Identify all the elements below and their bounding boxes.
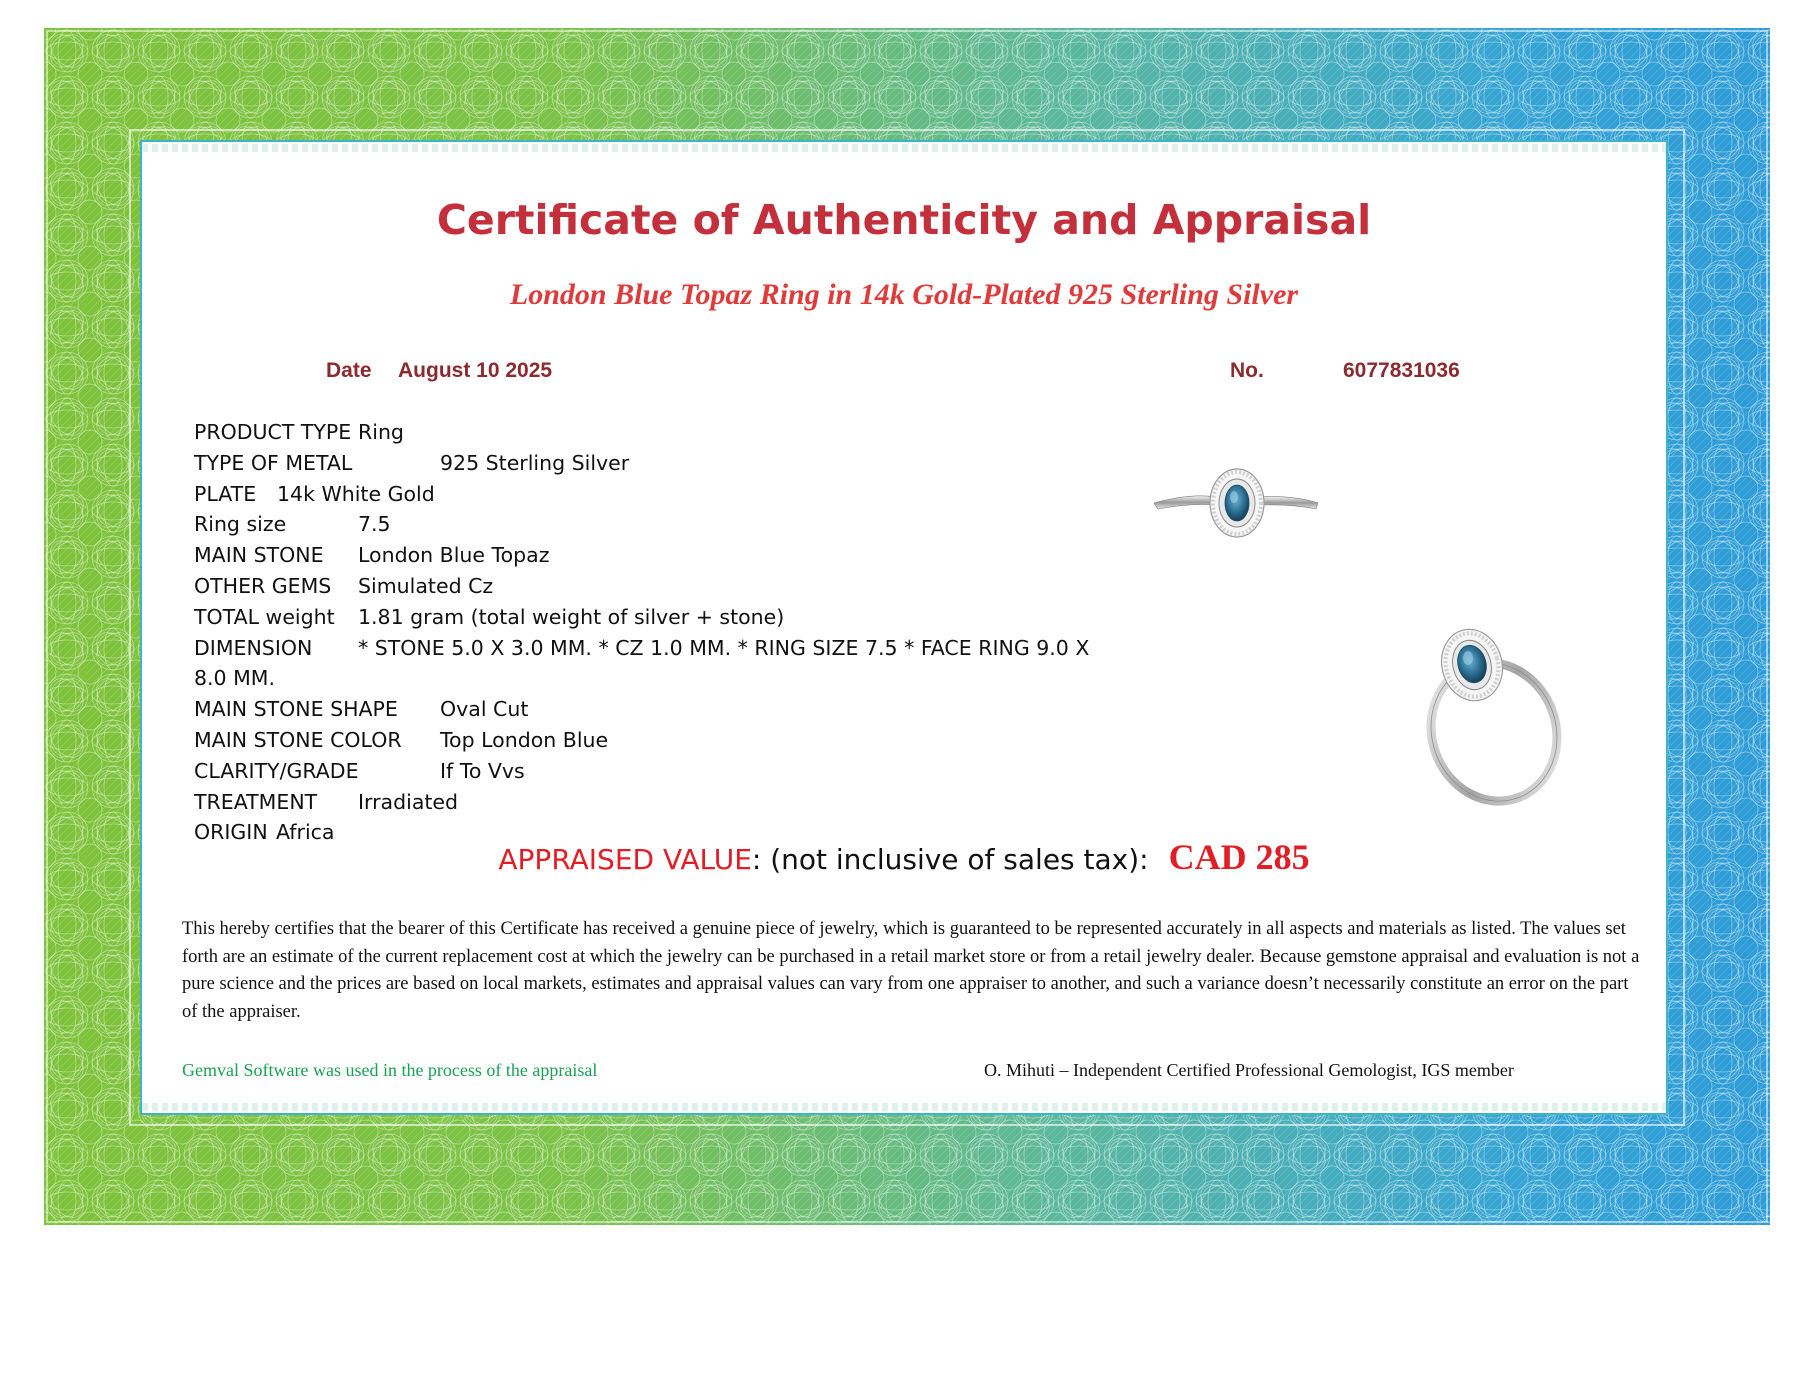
spec-value: Oval Cut [440,697,529,722]
spec-row [194,602,1114,633]
spec-value: Top London Blue [440,727,609,752]
certificate-body [140,140,1668,1115]
spec-row [194,571,1114,602]
spec-value: 14k White Gold [277,481,435,506]
spec-row [194,509,1114,540]
spec-row [194,448,1114,479]
spec-label: TOTAL weight [194,604,335,629]
certificate-border [44,28,1770,1225]
software-credit: Gemval Software was used in the process of the appraisal [182,1060,598,1080]
appraised-value-line [142,836,1666,878]
certificate-subtitle: London Blue Topaz Ring in 14k Gold-Plated 925 Sterling Silver [509,278,1299,311]
spec-row [194,479,1114,510]
spec-value: Africa [276,820,335,845]
ring-angle-view-image [1402,620,1572,810]
spec-label: CLARITY/GRADE [194,758,359,783]
spec-row [194,787,1114,818]
specs-list [194,417,1114,848]
ring-top-view-image [1152,459,1322,549]
spec-value: Irradiated [358,789,459,814]
spec-label: TYPE OF METAL [194,450,353,475]
spec-label: MAIN STONE COLOR [194,727,402,752]
spec-label: TREATMENT [194,789,318,814]
date-label: Date [326,359,372,382]
number-label: No. [1230,359,1264,382]
spec-label: DIMENSION [194,635,313,660]
certificate-title: Certificate of Authenticity and Appraisal [436,196,1372,244]
spec-row [194,540,1114,571]
appraised-value-label: APPRAISED VALUE [498,843,752,876]
disclaimer-text: This hereby certifies that the bearer of this Certificate has received a genuine piece of jewelry, which is guaranteed to be represented accurately in all aspects and materials as listed. The values set forth are an estimate of the current replacement cost at which the jewelry can be purchased in a retail market store or from a retail jewelry dealer. Because gemstone appraisal and evaluation is not a pure science and the prices are based on local markets, estimates and appraisal values can vary from one appraiser to another, and such a variance doesn’t necessarily constitute an error on the part of the appraiser. [182,919,1640,1022]
spec-value: 925 Sterling Silver [440,450,630,475]
appraised-value-note: : (not inclusive of sales tax): [751,843,1149,876]
spec-value: 7.5 [358,512,391,537]
spec-row [194,694,1114,725]
appraised-value-amount: CAD 285 [1168,837,1310,877]
spec-value: If To Vvs [440,758,525,783]
spec-value: London Blue Topaz [358,543,550,568]
spec-label: PLATE [194,481,257,506]
spec-label: PRODUCT TYPE [194,420,352,444]
inner-bottom-edge [142,1103,1666,1111]
spec-row [194,633,1114,695]
number-value: 6077831036 [1343,359,1460,382]
spec-label: OTHER GEMS [194,573,332,598]
spec-value-continued: 8.0 MM. [194,666,276,691]
spec-label: Ring size [194,512,287,537]
spec-row [194,725,1114,756]
spec-value: * STONE 5.0 X 3.0 MM. * CZ 1.0 MM. * RING SIZE 7.5 * FACE RING 9.0 X [358,635,1090,660]
spec-value: Ring [358,420,404,444]
spec-label: MAIN STONE [194,543,324,568]
spec-value: 1.81 gram (total weight of silver + stone) [358,604,785,629]
spec-label: MAIN STONE SHAPE [194,697,398,722]
spec-label: ORIGIN [194,820,268,845]
inner-top-edge [142,144,1666,152]
spec-row [194,756,1114,787]
spec-value: Simulated Cz [358,573,494,598]
spec-row [194,417,1114,448]
appraiser-signature-line: O. Mihuti – Independent Certified Professional Gemologist, IGS member [984,1060,1514,1080]
date-value: August 10 2025 [398,359,553,382]
